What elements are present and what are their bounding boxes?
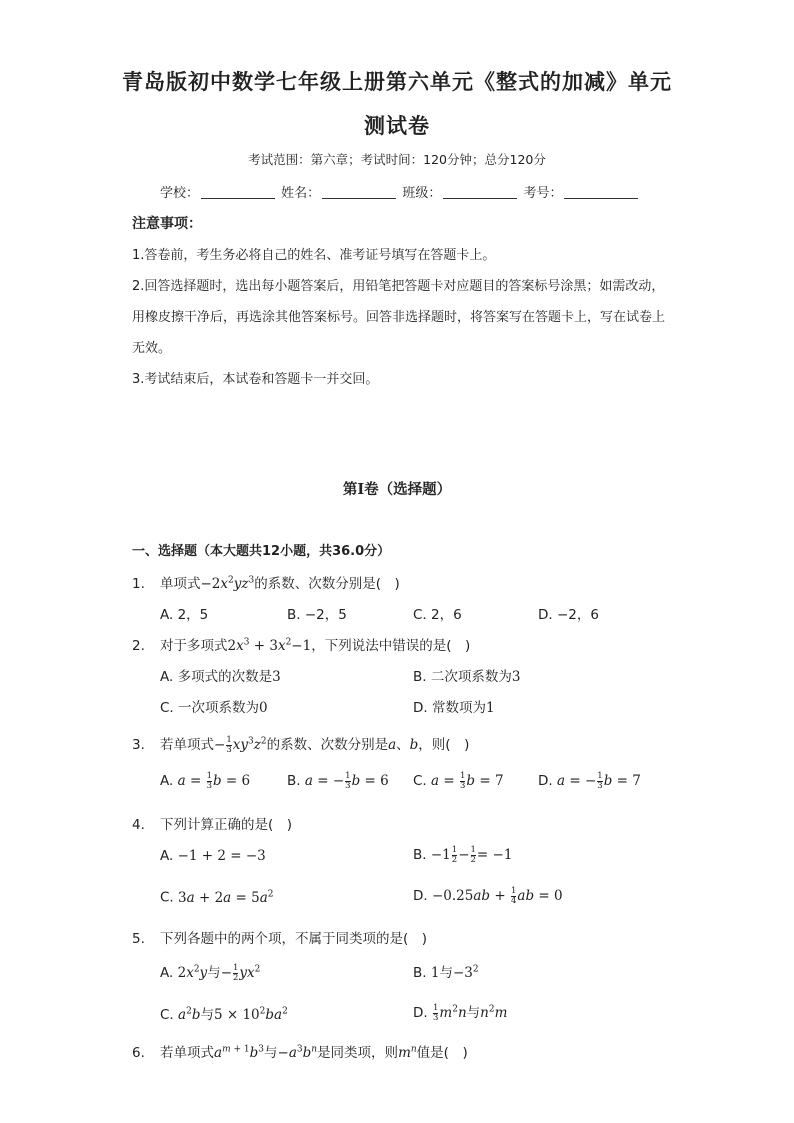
option-letter: C. — [160, 889, 174, 906]
student-info-row — [160, 182, 640, 201]
q6-stem-post2: 值是( ) — [416, 1045, 468, 1061]
school-blank[interactable] — [201, 185, 275, 199]
q2-stem-pre: 对于多项式 — [160, 638, 228, 654]
q5-option-c[interactable]: C. $a^2b$与$5 \times 10^2ba^2$ — [160, 1006, 288, 1023]
q1-option-b[interactable]: B. −2，5 — [287, 607, 347, 623]
question-5 — [132, 927, 427, 947]
conj-text: 与 — [200, 1007, 214, 1023]
q5-option-b[interactable]: B. 1与$-3^2$ — [413, 964, 479, 981]
q6-stem-pre: 若单项式 — [160, 1045, 214, 1061]
q6-expr-1: $a^{m + 1}b^3$ — [214, 1044, 264, 1061]
q1-option-d[interactable]: D. −2，6 — [538, 607, 599, 623]
question-6 — [132, 1041, 468, 1061]
option-letter: D. — [413, 1005, 428, 1021]
option-letter: A. — [160, 773, 174, 789]
option-letter: D. — [413, 888, 428, 904]
option-letter: C. — [413, 773, 427, 789]
title-line-1: 青岛版初中数学七年级上册第六单元《整式的加减》单元 — [122, 69, 672, 94]
option-letter: C. — [160, 1007, 174, 1023]
option-letter: A. — [160, 848, 174, 864]
question-number: 3. — [132, 737, 145, 753]
option-letter: B. — [413, 847, 427, 863]
q3-stem-pre: 若单项式 — [160, 737, 214, 753]
q2-b-text: B. 二次项系数为 — [413, 669, 512, 685]
option-letter: A. — [160, 965, 174, 981]
q2-a-value: 3 — [272, 669, 281, 685]
q4-option-a[interactable]: A. −1 + 2 = −3 — [160, 848, 266, 864]
q2-option-b[interactable] — [413, 665, 520, 685]
q2-a-text: A. 多项式的次数是 — [160, 669, 273, 685]
note-2: 2.回答选择题时，选出每小题答案后，用铅笔把答题卡对应题目的答案标号涂黑；如需改动，用橡皮擦干净后，再选涂其他答案标号。回答非选择题时，将答案写在答题卡上，写在试卷上无效。 — [132, 279, 666, 356]
q2-c-text: C. 一次项系数为 — [160, 700, 260, 716]
question-number: 4. — [132, 817, 145, 833]
class-blank[interactable] — [443, 185, 517, 199]
q6-expr-3: $m^n$ — [398, 1044, 417, 1061]
name-blank[interactable] — [322, 185, 396, 199]
option-letter: B. — [287, 773, 301, 789]
q3-stem-post2: ，则( ) — [418, 737, 470, 753]
q1-expr: $-2x^2yz^3$ — [200, 575, 255, 592]
q4-stem: 下列计算正确的是( ) — [160, 817, 293, 833]
q5-stem: 下列各题中的两个项，不属于同类项的是( ) — [160, 931, 428, 947]
q1-stem-pre: 单项式 — [160, 576, 201, 592]
q4-option-b[interactable]: B. −1 $\frac{1}{2}$ − $\frac{1}{2}$ = −1 — [413, 845, 513, 865]
question-number: 2. — [132, 638, 145, 654]
exam-no-blank[interactable] — [564, 185, 638, 199]
note-1: 1.答卷前，考生务必将自己的姓名、准考证号填写在答题卡上。 — [132, 248, 496, 263]
question-number: 5. — [132, 931, 145, 947]
note-3: 3.考试结束后，本试卷和答题卡一并交回。 — [132, 372, 379, 387]
conj-text: 与 — [439, 965, 453, 981]
q1-stem-post: 的系数、次数分别是( ) — [254, 576, 400, 592]
notes-heading: 注意事项： — [132, 216, 202, 232]
question-3: 3. 若单项式− $\frac{1}{3}$ $xy^3z^2$的系数、次数分别是a、b，则( ) — [132, 735, 470, 755]
q2-expr: $2x^3 + 3x^2-1$ — [227, 637, 312, 654]
q6-stem-post: 是同类项，则 — [317, 1045, 399, 1061]
question-1 — [132, 572, 400, 592]
q2-c-value: 0 — [259, 700, 268, 716]
option-letter: B. — [413, 965, 427, 981]
q2-b-value: 3 — [511, 669, 521, 685]
name-label: 姓名： — [281, 186, 321, 201]
q2-d-text: D. 常数项为 — [413, 700, 486, 716]
q4-option-c[interactable]: C. $3a + 2a = 5a^2$ — [160, 889, 274, 906]
q3-vars: a — [388, 737, 397, 753]
q2-option-d[interactable] — [413, 696, 495, 716]
q6-expr-2: $-a^3b^n$ — [277, 1044, 318, 1061]
exam-scope: 考试范围：第六章；考试时间：120分钟；总分120分 — [248, 152, 546, 167]
q3-stem-post: 的系数、次数分别是 — [266, 737, 389, 753]
q2-d-value: 1 — [485, 700, 495, 716]
q2-stem-post: ，下列说法中错误的是( ) — [311, 638, 471, 654]
conj-text: 与 — [466, 1005, 481, 1021]
section-title: 第I卷（选择题） — [342, 481, 452, 498]
question-number: 1. — [132, 576, 145, 592]
q2-option-a[interactable] — [160, 665, 281, 685]
exam-no-label: 考号： — [523, 186, 563, 201]
q3-expr: − $\frac{1}{3}$ $xy^3z^2$ — [214, 735, 267, 755]
q3-option-b[interactable]: B. a = − $\frac{1}{3}$ b = 6 — [287, 771, 389, 791]
q6-stem-mid: 与 — [264, 1045, 278, 1061]
question-4 — [132, 813, 292, 833]
conj-text: 与 — [207, 965, 221, 981]
q3-option-c[interactable]: C. a = $\frac{1}{3}$ b = 7 — [413, 771, 504, 791]
q3-option-d[interactable]: D. a = − $\frac{1}{3}$ b = 7 — [538, 771, 641, 791]
question-number: 6. — [132, 1045, 145, 1061]
q3-option-a[interactable]: A. a = $\frac{1}{3}$ b = 6 — [160, 771, 251, 791]
q1-option-c[interactable]: C. 2，6 — [413, 607, 462, 623]
class-label: 班级： — [402, 186, 442, 201]
q5-option-a[interactable]: A. $2x^2y$与− $\frac{1}{2}$ $yx^2$ — [160, 963, 261, 983]
question-2 — [132, 634, 470, 654]
title-line-2: 测试卷 — [364, 113, 430, 138]
q2-option-c[interactable] — [160, 696, 268, 716]
part-title: 一、选择题（本大题共12小题，共36.0分） — [132, 544, 391, 559]
q5-option-d[interactable]: D. $\frac{1}{3}$ $m^2n$与$n^2m$ — [413, 1003, 508, 1023]
q1-option-a[interactable]: A. 2，5 — [160, 607, 209, 623]
option-letter: D. — [538, 773, 553, 789]
q4-option-d[interactable]: D. −0.25ab + $\frac{1}{4}$ ab = 0 — [413, 886, 563, 906]
school-label: 学校： — [160, 186, 200, 201]
